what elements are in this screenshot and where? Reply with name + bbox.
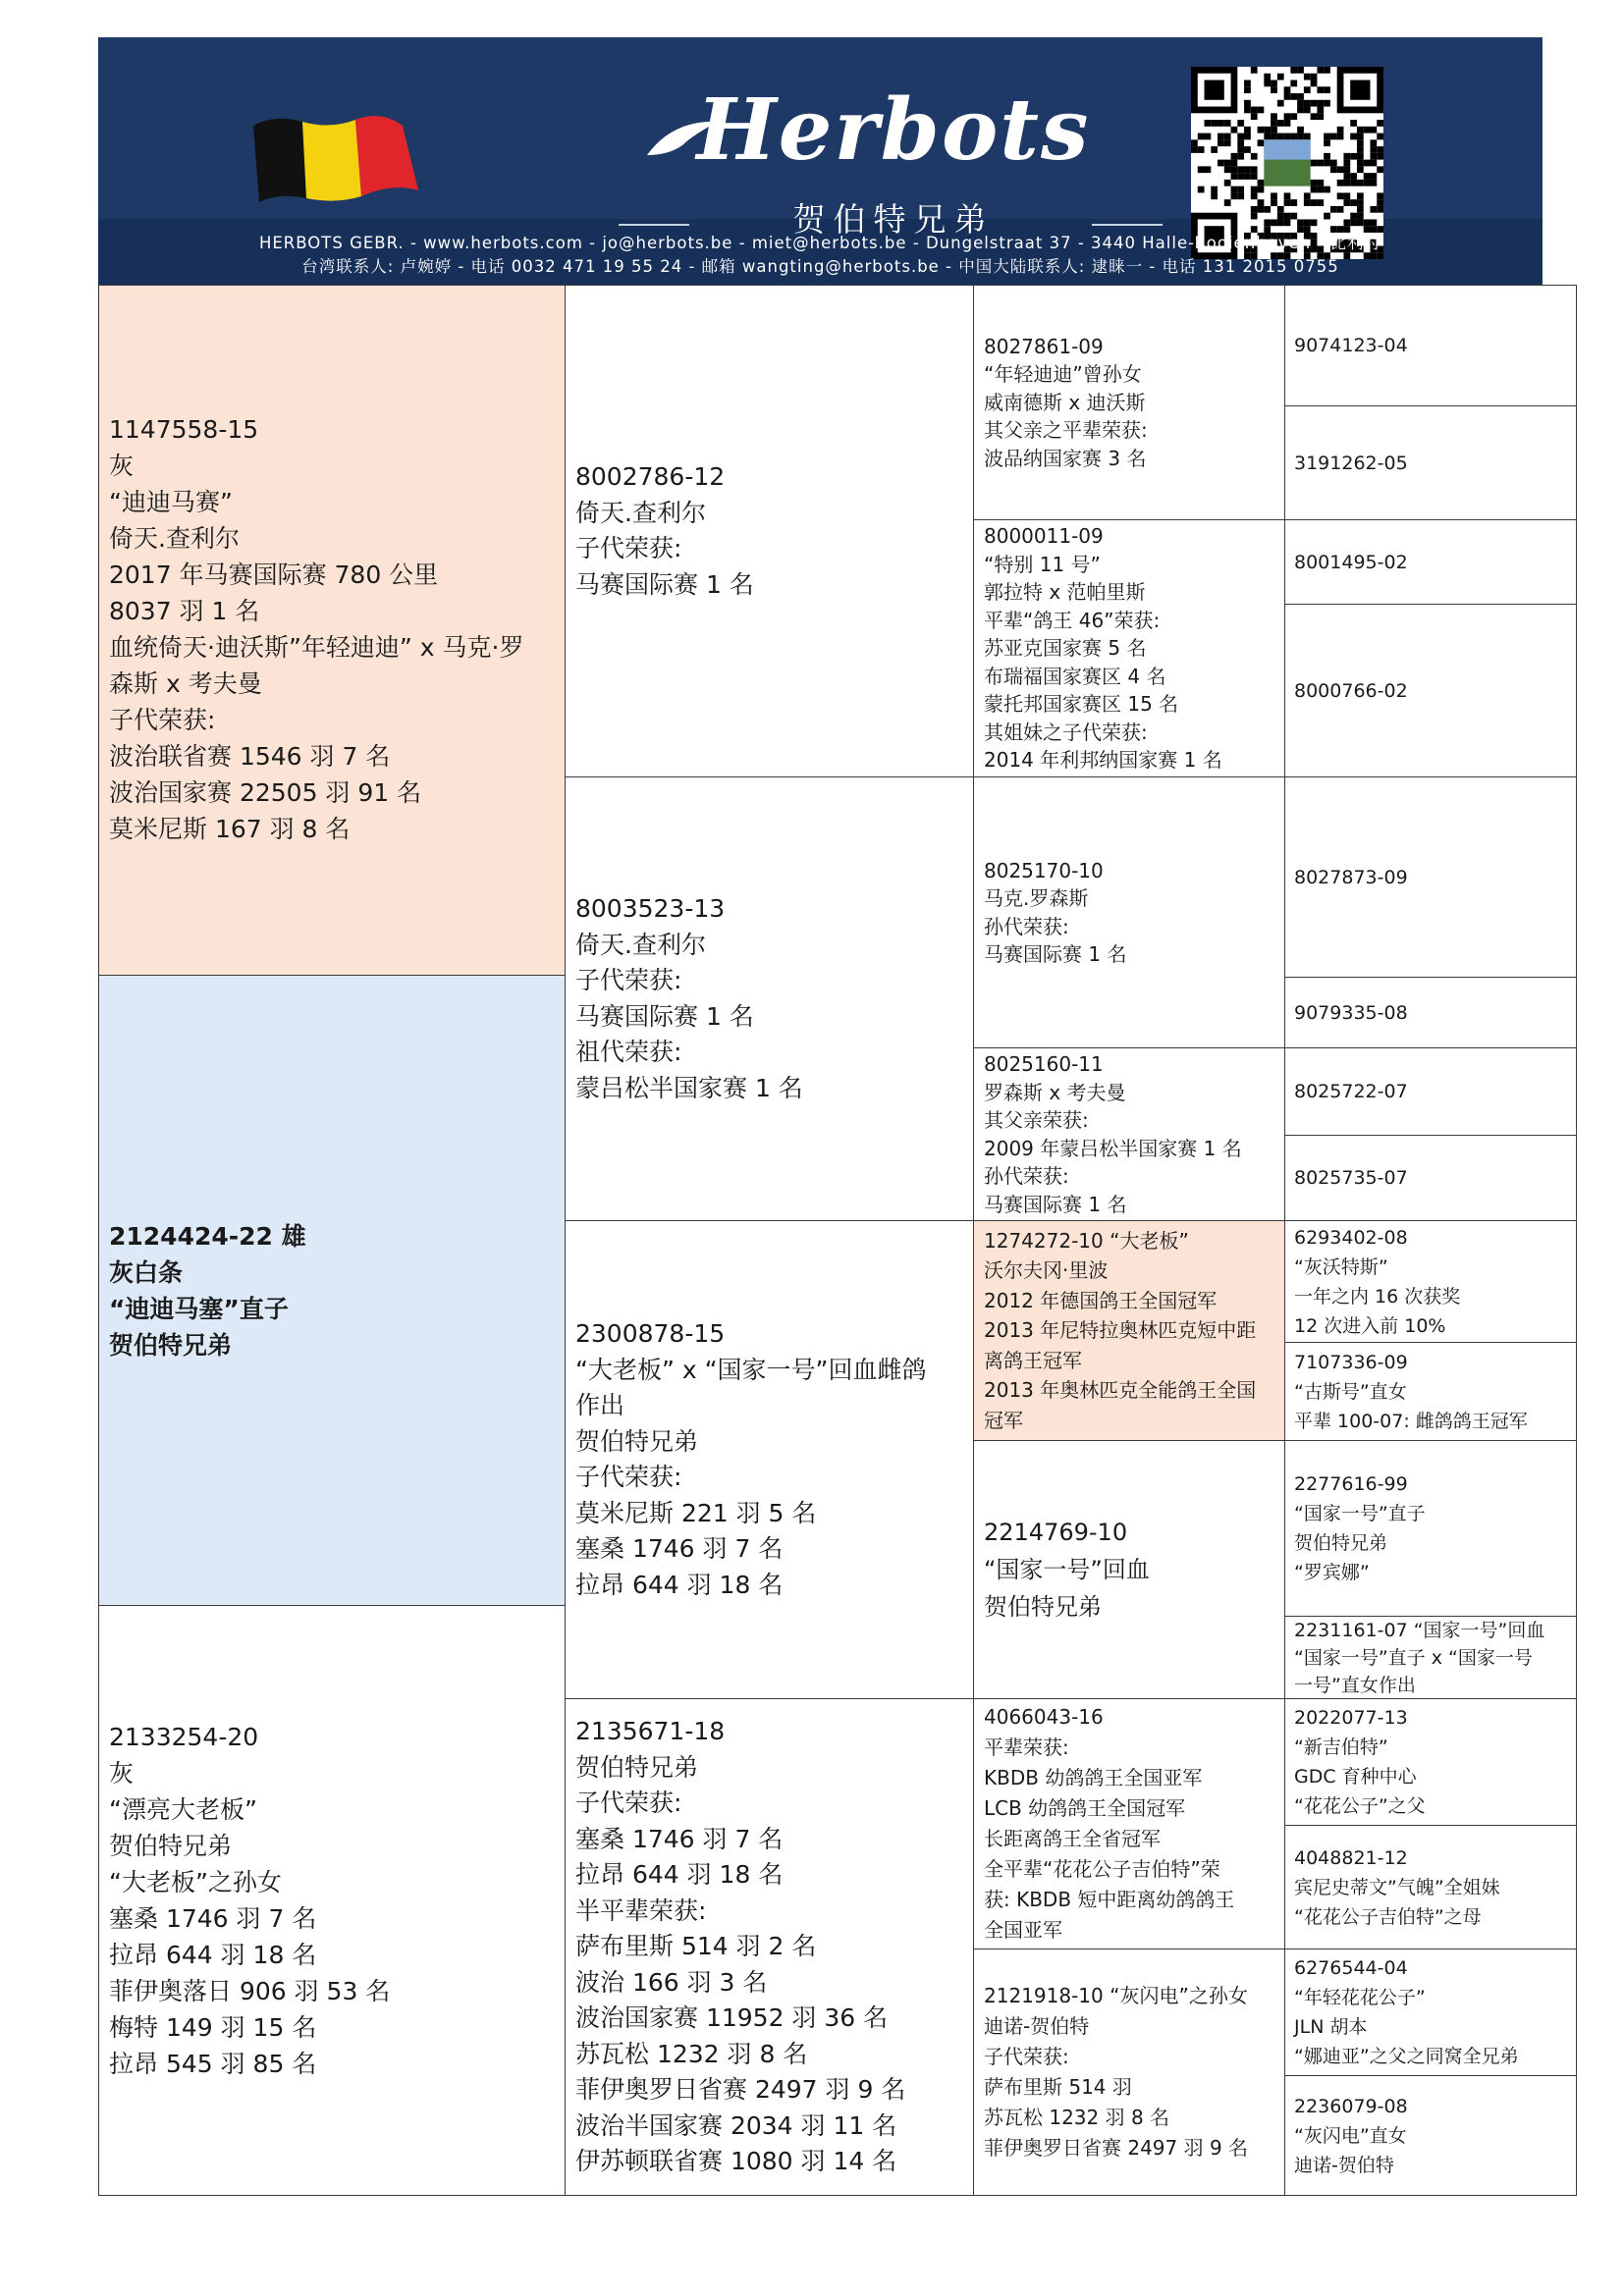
sire-dam-cell — [565, 776, 974, 1221]
pedigree-line: 马赛国际赛 1 名 — [575, 569, 754, 599]
pedigree-line: 梅特 149 羽 15 名 — [109, 2013, 317, 2042]
sss-cell — [973, 285, 1285, 520]
pedigree-line: 半平辈荣获: — [575, 1896, 707, 1925]
sdd-cell — [973, 1047, 1285, 1221]
pedigree-line: 一号”直女作出 — [1294, 1674, 1416, 1696]
pedigree-line: 冠军 — [984, 1408, 1023, 1432]
ssd-cell — [973, 519, 1285, 777]
pedigree-line: 2231161-07 “国家一号”回血 — [1294, 1619, 1545, 1641]
pedigree-line: 波治 166 羽 3 名 — [575, 1967, 768, 1997]
pedigree-line: 子代荣获: — [575, 966, 682, 994]
pedigree-line: “灰沃特斯” — [1294, 1255, 1388, 1278]
pedigree-line: 莫米尼斯 221 羽 5 名 — [575, 1498, 817, 1527]
pedigree-line: 森斯 x 考夫曼 — [109, 669, 262, 698]
pedigree-line: 1274272-10 “大老板” — [984, 1228, 1189, 1253]
pedigree-line: 拉昂 644 羽 18 名 — [109, 1941, 317, 1969]
pedigree-line: 其父亲之平辈荣获: — [984, 418, 1148, 443]
pedigree-line: 贺伯特兄弟 — [109, 1832, 233, 1860]
pedigree-line: 罗森斯 x 考夫曼 — [984, 1080, 1126, 1104]
pedigree-line: 平辈 100-07: 雌鸽鸽王冠军 — [1294, 1410, 1528, 1432]
pedigree-line: 拉昂 644 羽 18 名 — [575, 1860, 784, 1890]
g4-cell — [1284, 1135, 1577, 1221]
g4-cell — [1284, 405, 1577, 520]
pedigree-line: 伊苏顿联省赛 1080 羽 14 名 — [575, 2147, 897, 2176]
pedigree-line: KBDB 幼鸽鸽王全国亚军 — [984, 1766, 1203, 1789]
pedigree-line: 2236079-08 — [1294, 2095, 1408, 2117]
pedigree-line: “古斯号”直女 — [1294, 1380, 1407, 1403]
pedigree-line: 1147558-15 — [109, 415, 259, 444]
pedigree-line: “娜迪亚”之父之同窝全兄弟 — [1294, 2046, 1519, 2067]
pedigree-line: “年轻迪迪”曾孙女 — [984, 362, 1142, 387]
pedigree-line: “国家一号”直子 — [1294, 1503, 1426, 1524]
header-banner — [98, 37, 1543, 285]
pedigree-line: 8025722-07 — [1294, 1081, 1408, 1102]
pedigree-line: 4066043-16 — [984, 1705, 1104, 1729]
pedigree-line: 倚天.查利尔 — [109, 524, 240, 553]
pedigree-line: 塞桑 1746 羽 7 名 — [575, 1534, 784, 1563]
pedigree-line: 萨布里斯 514 羽 2 名 — [575, 1932, 817, 1961]
pedigree-line: 迪诺-贺伯特 — [1294, 2154, 1394, 2176]
pedigree-line: 波治国家赛 11952 羽 36 名 — [575, 2003, 889, 2033]
pedigree-line: 7107336-09 — [1294, 1351, 1408, 1373]
dam-sire-cell — [565, 1220, 974, 1699]
pedigree-line: “大老板”之孙女 — [109, 1868, 282, 1896]
pedigree-line: 8000766-02 — [1294, 679, 1408, 702]
contact-line-2: 台湾联系人: 卢婉婷 - 电话 0032 471 19 55 24 - 邮箱 wangting@herbots.be - 中国大陆联系人: 逮睐一 - 电话 131 2015 0755 — [301, 257, 1339, 276]
pedigree-line: 贺伯特兄弟 — [575, 1752, 699, 1782]
pedigree-line: 宾尼史蒂文”气魄”全姐妹 — [1294, 1876, 1500, 1898]
dsd-cell — [973, 1440, 1285, 1699]
pedigree-line: 3191262-05 — [1294, 452, 1408, 474]
pedigree-line: 8025160-11 — [984, 1052, 1104, 1076]
dam-dam-cell — [565, 1698, 974, 2196]
pedigree-line: 灰 — [109, 1759, 135, 1788]
pedigree-line: 子代荣获: — [575, 1463, 682, 1491]
pedigree-line: 菲伊奥罗日省赛 2497 羽 9 名 — [575, 2075, 906, 2105]
pedigree-line: 2135671-18 — [575, 1717, 726, 1746]
dss-cell — [973, 1220, 1285, 1441]
pedigree-line: “国家一号”直子 x “国家一号 — [1294, 1646, 1533, 1669]
pedigree-line: 4048821-12 — [1294, 1846, 1408, 1869]
pedigree-line: 倚天.查利尔 — [575, 498, 706, 527]
pedigree-line: “大老板” x “国家一号”回血雌鸽 — [575, 1355, 927, 1384]
g4-cell — [1284, 285, 1577, 406]
g4-cell — [1284, 1342, 1577, 1441]
pedigree-line: 蒙托邦国家赛区 15 名 — [984, 692, 1179, 717]
pedigree-line: 迪诺-贺伯特 — [984, 2014, 1090, 2038]
pedigree-line: 一年之内 16 次获奖 — [1294, 1285, 1461, 1308]
pedigree-line: 长距离鸽王全省冠军 — [984, 1827, 1161, 1850]
pedigree-line: 拉昂 545 羽 85 名 — [109, 2050, 317, 2078]
pedigree-line: 2009 年蒙吕松半国家赛 1 名 — [984, 1136, 1242, 1160]
pedigree-line: 马赛国际赛 1 名 — [575, 1001, 754, 1031]
pedigree-line: 12 次进入前 10% — [1294, 1314, 1446, 1337]
pedigree-line: 马赛国际赛 1 名 — [984, 942, 1127, 966]
pedigree-line: 2022077-13 — [1294, 1707, 1408, 1729]
g4-cell — [1284, 1220, 1577, 1343]
pedigree-line: 离鸽王冠军 — [984, 1348, 1082, 1372]
belgian-flag-icon — [245, 96, 422, 214]
g4-cell — [1284, 1825, 1577, 1949]
pedigree-line: 沃尔夫冈·里波 — [984, 1258, 1109, 1283]
pedigree-line: 2013 年尼特拉奥林匹克短中距 — [984, 1318, 1257, 1343]
pedigree-line: “年轻花花公子” — [1294, 1987, 1426, 2008]
pedigree-line: 6293402-08 — [1294, 1226, 1408, 1249]
pedigree-line: 8027873-09 — [1294, 866, 1408, 888]
pedigree-line: GDC 育种中心 — [1294, 1766, 1417, 1788]
dam-cell — [98, 1605, 566, 2196]
pedigree-line: 子代荣获: — [575, 534, 682, 562]
pedigree-line: 灰 — [109, 452, 135, 480]
g4-cell — [1284, 2075, 1577, 2196]
g4-cell — [1284, 776, 1577, 978]
pedigree-line: 波品纳国家赛 3 名 — [984, 446, 1147, 470]
pedigree-line: “新吉伯特” — [1294, 1736, 1388, 1758]
pedigree-line: 平辈“鸽王 46”荣获: — [984, 608, 1161, 632]
pedigree-line: 灰白条 — [109, 1257, 184, 1287]
pedigree-line: 8025735-07 — [1294, 1167, 1408, 1189]
pedigree-line: 平辈荣获: — [984, 1735, 1069, 1759]
pedigree-line: 波治半国家赛 2034 羽 11 名 — [575, 2110, 897, 2140]
pedigree-line: 苏瓦松 1232 羽 8 名 — [575, 2039, 808, 2068]
ddd-cell — [973, 1949, 1285, 2196]
pedigree-line: 8001495-02 — [1294, 551, 1408, 573]
pedigree-line: 郭拉特 x 范帕里斯 — [984, 580, 1146, 605]
pedigree-line: 贺伯特兄弟 — [575, 1426, 699, 1456]
pedigree-line: 萨布里斯 514 羽 — [984, 2075, 1132, 2099]
pedigree-line: 波治联省赛 1546 羽 7 名 — [109, 742, 391, 771]
pedigree-line: 塞桑 1746 羽 7 名 — [575, 1824, 784, 1853]
g4-cell — [1284, 1616, 1577, 1699]
pedigree-line: 塞桑 1746 羽 7 名 — [109, 1904, 317, 1933]
pedigree-line: 2133254-20 — [109, 1723, 259, 1751]
pedigree-line: 马赛国际赛 1 名 — [984, 1192, 1127, 1216]
pedigree-line: 子代荣获: — [984, 2045, 1069, 2068]
pedigree-line: “灰闪电”直女 — [1294, 2124, 1407, 2147]
logo-divider-right — [1092, 224, 1163, 226]
pedigree-line: 拉昂 644 羽 18 名 — [575, 1570, 784, 1599]
pedigree-line: 2124424-22 雄 — [109, 1221, 306, 1251]
pedigree-line: 血统倚天·迪沃斯”年轻迪迪” x 马克·罗 — [109, 633, 524, 662]
pedigree-line: 贺伯特兄弟 — [1294, 1532, 1388, 1554]
brand-logo: Herbots — [696, 80, 1091, 180]
pedigree-line: 其姐妹之子代荣获: — [984, 720, 1148, 744]
pedigree-line: 布瑞福国家赛区 4 名 — [984, 664, 1166, 688]
pedigree-line: 苏亚克国家赛 5 名 — [984, 636, 1147, 661]
pedigree-line: JLN 胡本 — [1294, 2016, 1368, 2038]
pedigree-line: 8002786-12 — [575, 462, 726, 491]
g4-cell — [1284, 1440, 1577, 1617]
pedigree-line: 马克.罗森斯 — [984, 886, 1089, 910]
pedigree-line: “国家一号”回血 — [984, 1556, 1150, 1583]
pedigree-line: 全国亚军 — [984, 1918, 1062, 1942]
g4-cell — [1284, 519, 1577, 605]
g4-cell — [1284, 604, 1577, 777]
g4-cell — [1284, 1698, 1577, 1826]
pedigree-line: 祖代荣获: — [575, 1038, 682, 1066]
pedigree-line: 子代荣获: — [575, 1789, 682, 1818]
pedigree-line: 2277616-99 — [1294, 1473, 1408, 1495]
pedigree-line: 贺伯特兄弟 — [984, 1593, 1102, 1621]
pedigree-line: 2214769-10 — [984, 1519, 1128, 1546]
pedigree-line: 2014 年利邦纳国家赛 1 名 — [984, 748, 1222, 773]
pedigree-line: 子代荣获: — [109, 706, 216, 734]
g4-cell — [1284, 977, 1577, 1048]
pedigree-line: 作出 — [575, 1391, 625, 1419]
pedigree-line: 9074123-04 — [1294, 335, 1408, 356]
sire-sire-cell — [565, 285, 974, 777]
pedigree-line: 波治国家赛 22505 羽 91 名 — [109, 778, 422, 807]
pedigree-line: 2013 年奥林匹克全能鸽王全国 — [984, 1378, 1257, 1403]
pedigree-line: 贺伯特兄弟 — [109, 1330, 233, 1360]
pedigree-line: “特别 11 号” — [984, 552, 1101, 576]
pedigree-line: 蒙吕松半国家赛 1 名 — [575, 1073, 803, 1102]
pedigree-line: 2017 年马赛国际赛 780 公里 — [109, 561, 439, 589]
g4-cell — [1284, 1047, 1577, 1136]
pedigree-line: 9079335-08 — [1294, 1001, 1408, 1024]
contact-line-1: HERBOTS GEBR. - www.herbots.com - jo@herbots.be - miet@herbots.be - Dungelstraat 37 - 3440 Halle-Booienhoven - 比利时 — [258, 234, 1382, 252]
brand-subtitle: 贺伯特兄弟 — [792, 200, 995, 239]
pedigree-line: “花花公子吉伯特”之母 — [1294, 1905, 1482, 1928]
pedigree-line: 孙代荣获: — [984, 914, 1069, 938]
pedigree-line: 获: KBDB 短中距离幼鸽鸽王 — [984, 1888, 1235, 1911]
pedigree-line: “罗宾娜” — [1294, 1562, 1370, 1583]
pedigree-line: 2121918-10 “灰闪电”之孙女 — [984, 1984, 1248, 2007]
pedigree-line: “漂亮大老板” — [109, 1795, 257, 1824]
pedigree-line: 全平辈“花花公子吉伯特”荣 — [984, 1857, 1220, 1881]
pedigree-line: “迪迪马塞”直子 — [109, 1294, 289, 1323]
pedigree-line: 其父亲荣获: — [984, 1108, 1089, 1132]
pedigree-line: 苏瓦松 1232 羽 8 名 — [984, 2106, 1170, 2129]
pedigree-line: LCB 幼鸽鸽王全国冠军 — [984, 1796, 1186, 1820]
sds-cell — [973, 776, 1285, 1048]
pedigree-line: 2012 年德国鸽王全国冠军 — [984, 1288, 1218, 1312]
pedigree-line: 8000011-09 — [984, 524, 1104, 549]
pedigree-line: 倚天.查利尔 — [575, 930, 706, 959]
pedigree-line: 8037 羽 1 名 — [109, 597, 260, 625]
dds-cell — [973, 1698, 1285, 1949]
subject-cell — [98, 975, 566, 1606]
pedigree-line: 8003523-13 — [575, 894, 726, 923]
pedigree-line: 莫米尼斯 167 羽 8 名 — [109, 815, 351, 843]
pedigree-line: “花花公子”之父 — [1294, 1795, 1426, 1817]
sire-cell — [98, 285, 566, 976]
pedigree-line: 8025170-10 — [984, 858, 1104, 882]
pedigree-line: 菲伊奥落日 906 羽 53 名 — [109, 1977, 391, 2005]
g4-cell — [1284, 1949, 1577, 2076]
pedigree-line: 6276544-04 — [1294, 1957, 1408, 1979]
pedigree-line: 2300878-15 — [575, 1319, 726, 1348]
pedigree-line: 8027861-09 — [984, 334, 1104, 358]
pedigree-line: “迪迪马赛” — [109, 488, 233, 516]
pedigree-line: 菲伊奥罗日省赛 2497 羽 9 名 — [984, 2136, 1249, 2160]
pedigree-line: 孙代荣获: — [984, 1164, 1069, 1188]
pedigree-line: 威南德斯 x 迪沃斯 — [984, 390, 1146, 414]
